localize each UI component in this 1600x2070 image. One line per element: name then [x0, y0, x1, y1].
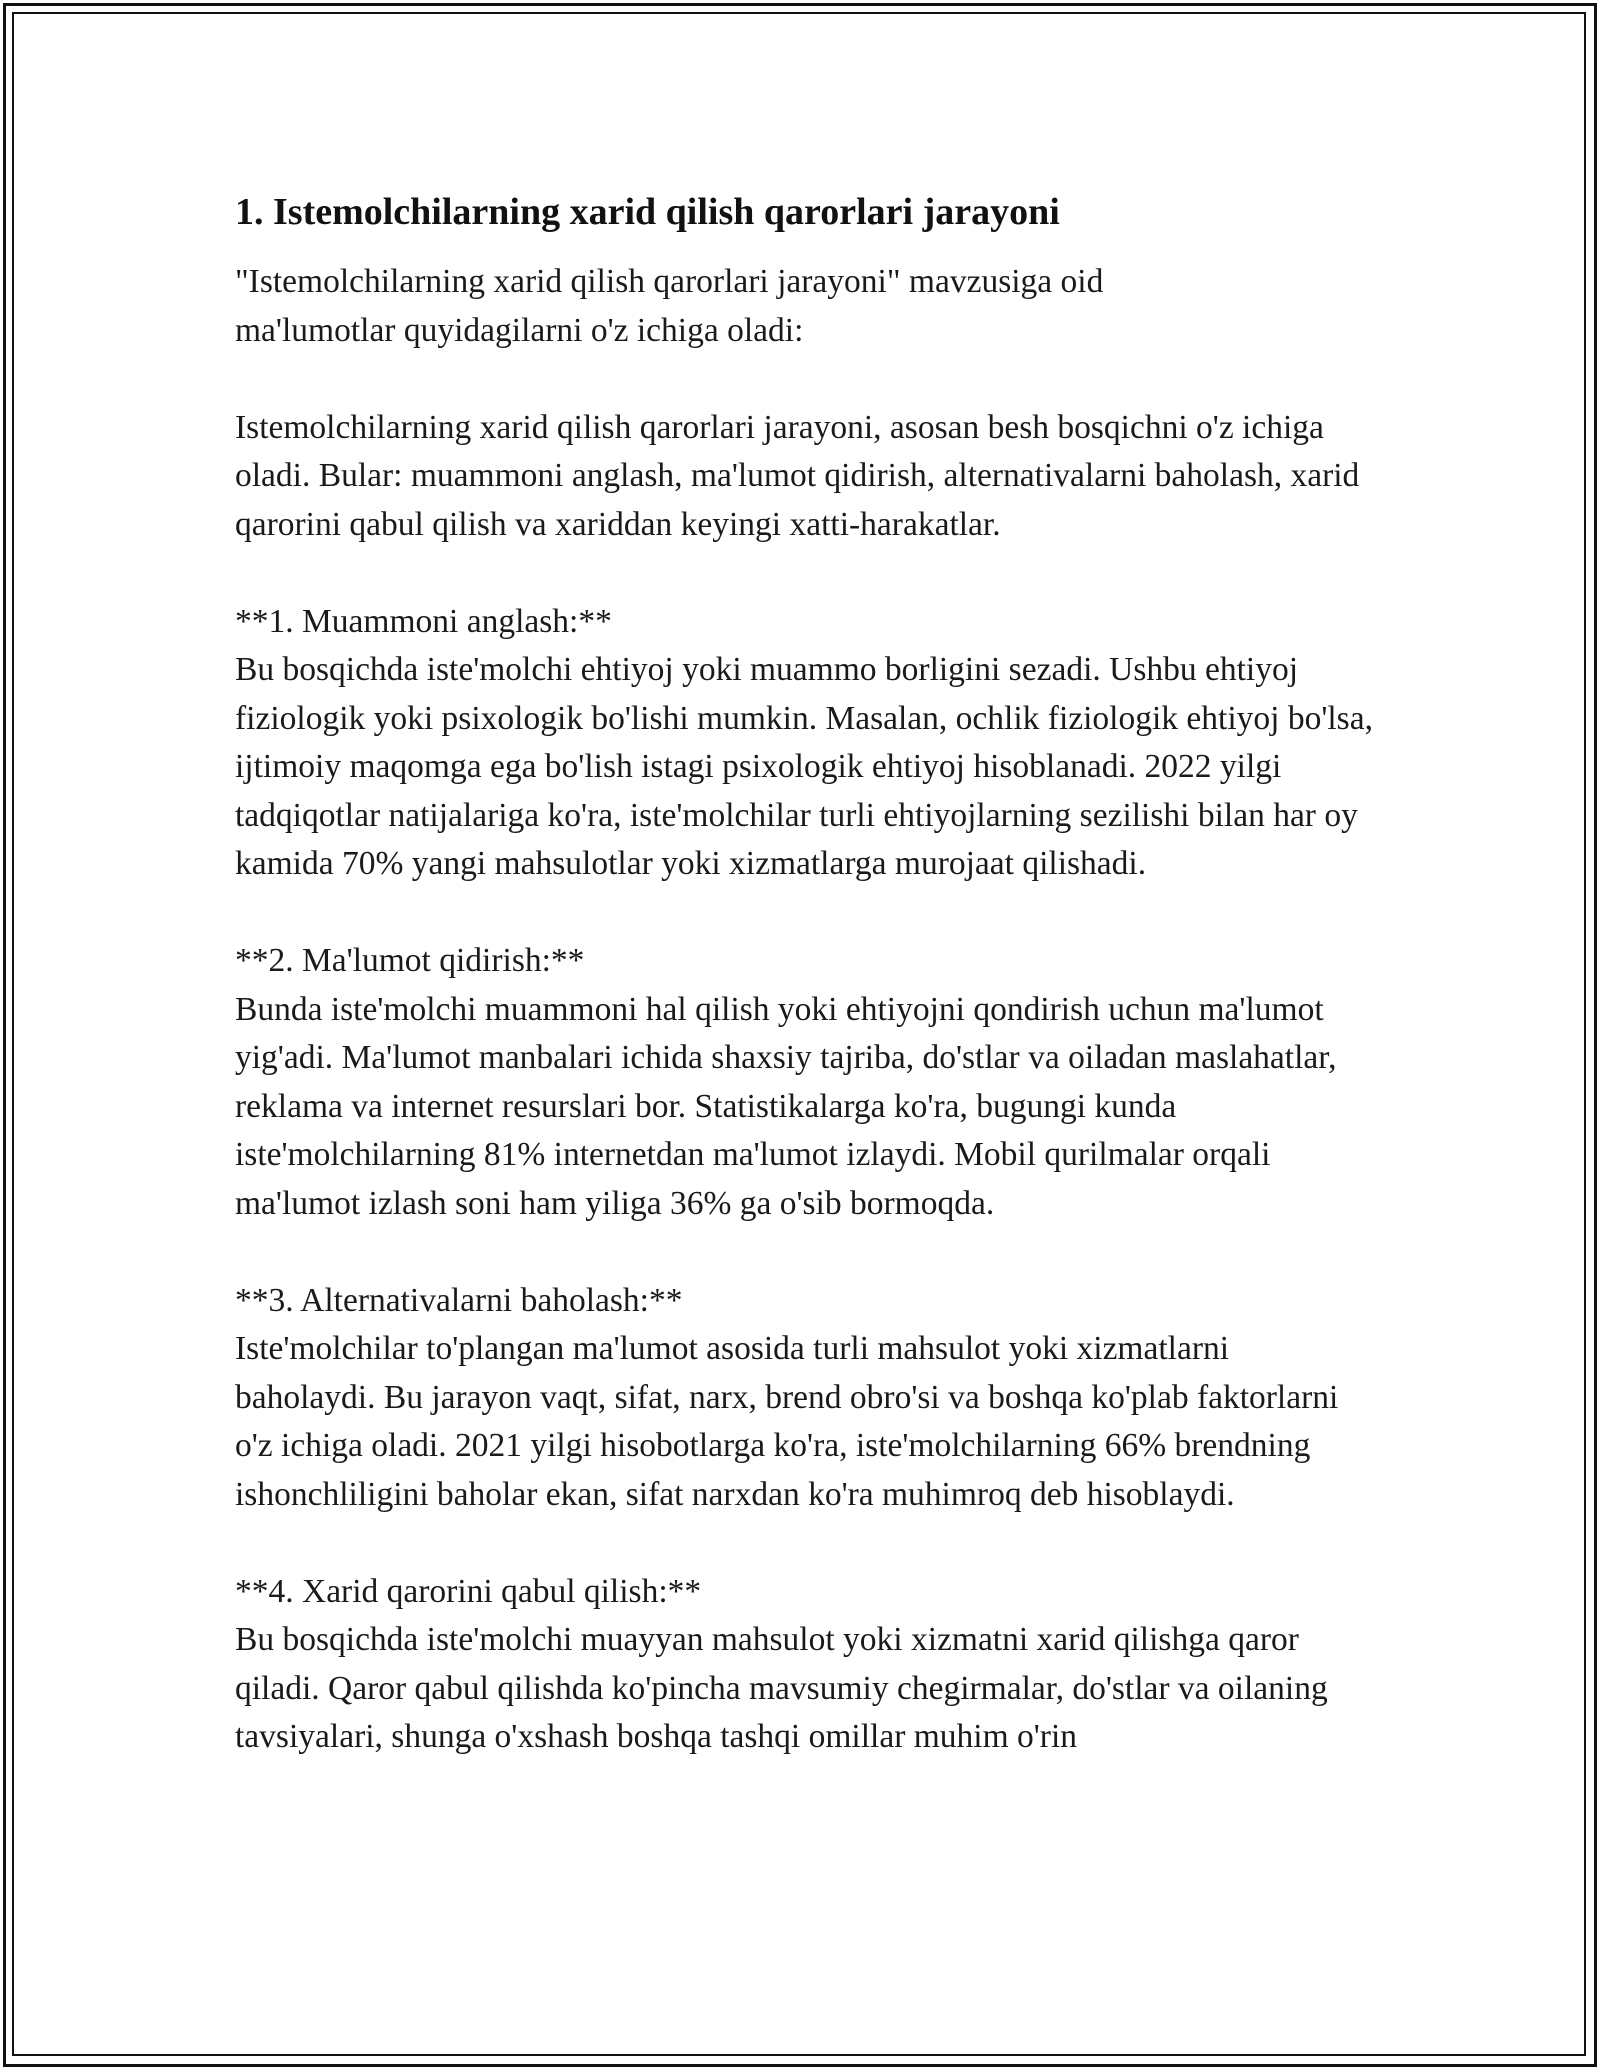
- document-title: 1. Istemolchilarning xarid qilish qarorlari jarayoni: [235, 191, 1060, 233]
- overview-paragraph: Istemolchilarning xarid qilish qarorlari jarayoni, asosan besh bosqichni o'z ichiga oladi. Bular: muammoni anglash, ma'lumot qidirish, alternativalarni baholash, xarid qarorini qabul qilish va xariddan keyingi xatti-harakatlar.: [235, 408, 1360, 543]
- section-body: Bu bosqichda iste'molchi ehtiyoj yoki muammo borligini sezadi. Ushbu ehtiyoj fiziologik yoki psixologik bo'lishi mumkin. Masalan, ochlik fiziologik ehtiyoj bo'lsa, ijtimoiy maqomga ega bo'lish istagi psixologik ehtiyoj hisoblanadi. 2022 yilgi tadqiqotlar natijalariga ko'ra, iste'molchilar turli ehtiyojlarning sezilishi bilan har oy kamida 70% yangi mahsulotlar yoki xizmatlarga murojaat qilishadi.: [235, 651, 1373, 882]
- section-evaluating-alternatives: [235, 1277, 1375, 1520]
- section-body: Bu bosqichda iste'molchi muayyan mahsulot yoki xizmatni xarid qilishga qaror qiladi. Qaror qabul qilishda ko'pincha mavsumiy chegirmalar, do'stlar va oilaning tavsiyalari, shunga o'xshash boshqa tashqi omillar muhim o'rin: [235, 1621, 1328, 1755]
- section-information-search: [235, 937, 1375, 1228]
- section-heading: **3. Alternativalarni baholash:**: [235, 1281, 683, 1319]
- intro-paragraph: "Istemolchilarning xarid qilish qarorlari jarayoni" mavzusiga oid ma'lumotlar quyidagilarni o'z ichiga oladi:: [235, 263, 1104, 349]
- section-heading: **1. Muammoni anglash:**: [235, 602, 612, 640]
- section-heading: **2. Ma'lumot qidirish:**: [235, 942, 585, 979]
- section-purchase-decision: [235, 1568, 1375, 1762]
- section-body: Iste'molchilar to'plangan ma'lumot asosida turli mahsulot yoki xizmatlarni baholaydi. Bu jarayon vaqt, sifat, narx, brend obro'si va boshqa ko'plab faktorlarni o'z ichiga oladi. 2021 yilgi hisobotlarga ko'ra, iste'molchilarning 66% brendning ishonchliligini baholar ekan, sifat narxdan ko'ra muhimroq deb hisoblaydi.: [235, 1330, 1339, 1513]
- section-heading: **4. Xarid qarorini qabul qilish:**: [235, 1572, 702, 1610]
- section-body: Bunda iste'molchi muammoni hal qilish yoki ehtiyojni qondirish uchun ma'lumot yig'adi. Ma'lumot manbalari ichida shaxsiy tajriba, do'stlar va oiladan maslahatlar, reklama va internet resurslari bor. Statistikalarga ko'ra, bugungi kunda iste'molchilarning 81% internetdan ma'lumot izlaydi. Mobil qurilmalar orqali ma'lumot izlash soni ham yiliga 36% ga o'sib bormoqda.: [235, 990, 1337, 1222]
- section-problem-recognition: [235, 598, 1375, 889]
- document-body: [235, 188, 1375, 1810]
